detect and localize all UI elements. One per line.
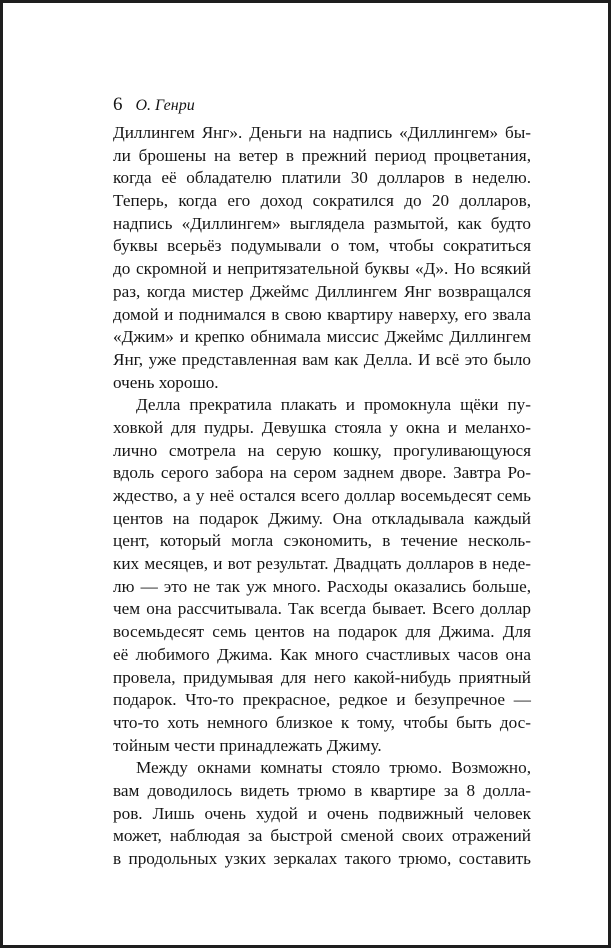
text-line: вам доводилось видеть трюмо в квартире за 8 долла- [113,780,531,800]
text-line: подарок. Что-то прекрасное, редкое и безупречное — [113,690,531,710]
text-line: домой и поднимался в свою квартиру наверху, его звала [113,304,531,324]
text-line: её любимого Джима. Как много счастливых часов она [113,644,531,664]
text-line: до скромной и непритязательной буквы «Д». Но всякий [113,259,531,279]
paragraph [113,757,531,870]
running-head [113,94,195,116]
text-line: ров. Лишь очень худой и очень подвижный человек [113,803,531,823]
text-line: когда её обладателю платили 30 долларов в неделю. [113,168,531,188]
paragraph [113,122,531,394]
text-line: раз, когда мистер Джеймс Диллингем Янг возвращался [113,281,531,301]
text-line: Между окнами комнаты стояло трюмо. Возможно, [136,758,531,778]
text-line: центов на подарок Джиму. Она откладывала каждый [113,508,531,528]
text-line: Янг, уже представленная вам как Делла. И всё это было [113,349,531,369]
text-line: может, наблюдая за быстрой сменой своих отражений [113,826,531,846]
text-line: буквы всерьёз подумывали о том, чтобы сократиться [113,236,531,256]
text-line: ждество, а у неё остался всего доллар восемьдесят семь [113,486,531,505]
text-line: ли брошены на ветер в прежний период процветания, [113,145,531,165]
text-line: цент, который могла сэкономить, в течение несколь- [113,531,531,551]
text-line: «Джим» и крепко обнимала миссис Джеймс Диллингем [113,327,531,347]
text-line: чем она рассчитывала. Так всегда бывает. Всего доллар [113,599,531,619]
text-line: Теперь, когда его доход сократился до 20 долларов, [113,191,531,211]
running-title: О. Генри [135,97,195,114]
text-line: ховкой для пудры. Девушка стояла у окна и меланхо- [113,417,531,437]
text-line: восемьдесят семь центов на подарок для Джима. Для [113,622,531,642]
text-line: лю — это не так уж много. Расходы оказались больше, [113,576,531,596]
text-line: провела, придумывая для него какой-нибудь приятный [113,667,531,687]
text-line: тойным чести принадлежать Джиму. [113,735,382,755]
paragraph [113,394,531,757]
text-line: ких месяцев, и вот результат. Двадцать долларов в неде- [113,554,531,574]
text-line: вдоль серого забора на сером заднем дворе. Завтра Ро- [113,463,531,483]
text-line: в продольных узких зеркалах такого трюмо, составить [113,849,531,868]
text-line: очень хорошо. [113,372,219,392]
body-text [113,122,531,871]
text-line: лично смотрела на серую кошку, прогуливающуюся [113,440,531,460]
text-line: Делла прекратила плакать и промокнула щёки пу- [136,395,531,415]
page-number: 6 [113,94,123,115]
text-line: надпись «Диллингем» выглядела размытой, как будто [113,213,531,233]
book-page [3,3,608,945]
text-line: что-то хоть немного близкое к тому, чтобы быть дос- [113,712,531,732]
text-line: Диллингем Янг». Деньги на надпись «Диллингем» бы- [113,123,531,142]
